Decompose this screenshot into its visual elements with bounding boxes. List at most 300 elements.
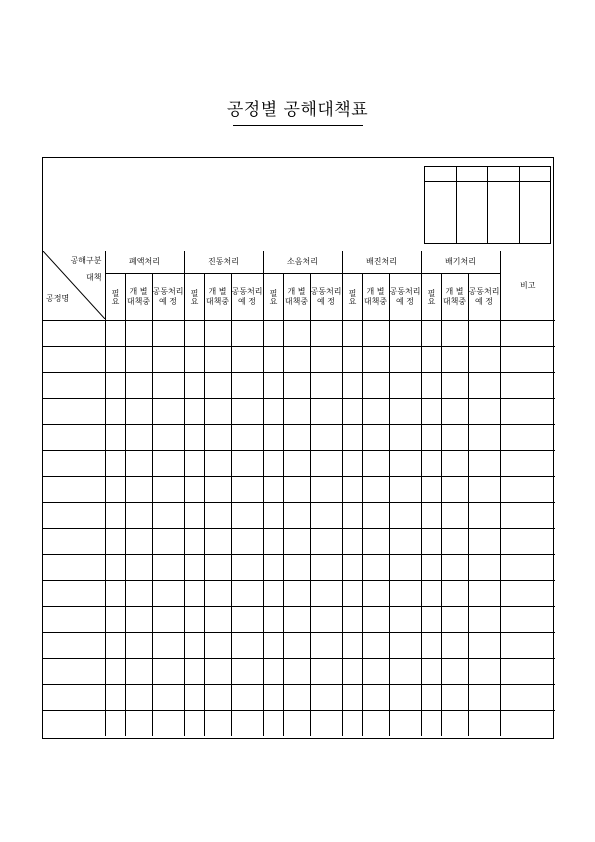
data-cell[interactable]: [362, 685, 389, 711]
remarks-cell[interactable]: [500, 425, 555, 451]
table-row: [43, 503, 555, 529]
table-row: [43, 581, 555, 607]
approval-sign-cell[interactable]: [425, 182, 457, 244]
data-cell[interactable]: [184, 685, 204, 711]
data-cell[interactable]: [310, 711, 342, 737]
remarks-cell[interactable]: [500, 321, 555, 347]
data-cell[interactable]: [204, 529, 231, 555]
data-cell[interactable]: [263, 503, 283, 529]
process-name-cell[interactable]: [43, 321, 105, 347]
data-cell[interactable]: [468, 425, 500, 451]
data-cell[interactable]: [468, 399, 500, 425]
data-cell[interactable]: [105, 321, 125, 347]
data-cell[interactable]: [362, 607, 389, 633]
data-cell[interactable]: [468, 555, 500, 581]
process-name-cell[interactable]: [43, 633, 105, 659]
data-cell[interactable]: [204, 633, 231, 659]
data-cell[interactable]: [152, 477, 184, 503]
data-cell[interactable]: [184, 555, 204, 581]
data-cell[interactable]: [362, 503, 389, 529]
remarks-cell[interactable]: [500, 477, 555, 503]
data-cell[interactable]: [362, 659, 389, 685]
data-cell[interactable]: [421, 503, 441, 529]
data-cell[interactable]: [152, 659, 184, 685]
data-cell[interactable]: [310, 503, 342, 529]
required-subheader: 필요: [263, 274, 283, 321]
data-cell[interactable]: [263, 711, 283, 737]
data-cell[interactable]: [125, 451, 152, 477]
data-cell[interactable]: [310, 425, 342, 451]
data-cell[interactable]: [263, 477, 283, 503]
approval-sign-cell[interactable]: [456, 182, 488, 244]
data-cell[interactable]: [283, 607, 310, 633]
data-cell[interactable]: [204, 373, 231, 399]
data-cell[interactable]: [283, 633, 310, 659]
data-cell[interactable]: [342, 373, 362, 399]
data-cell[interactable]: [204, 347, 231, 373]
data-cell[interactable]: [125, 399, 152, 425]
data-cell[interactable]: [152, 581, 184, 607]
data-cell[interactable]: [468, 451, 500, 477]
data-cell[interactable]: [342, 607, 362, 633]
data-cell[interactable]: [231, 529, 263, 555]
data-cell[interactable]: [468, 607, 500, 633]
data-cell[interactable]: [342, 685, 362, 711]
data-cell[interactable]: [152, 399, 184, 425]
data-cell[interactable]: [184, 399, 204, 425]
category-header-vibration: 진동처리: [184, 251, 263, 274]
data-cell[interactable]: [105, 451, 125, 477]
data-cell[interactable]: [231, 425, 263, 451]
remarks-cell[interactable]: [500, 503, 555, 529]
data-cell[interactable]: [342, 399, 362, 425]
data-cell[interactable]: [204, 685, 231, 711]
table-row: [43, 399, 555, 425]
data-cell[interactable]: [105, 555, 125, 581]
data-cell[interactable]: [263, 373, 283, 399]
required-subheader: 필요: [105, 274, 125, 321]
data-cell[interactable]: [421, 633, 441, 659]
data-cell[interactable]: [310, 581, 342, 607]
data-cell[interactable]: [283, 555, 310, 581]
data-cell[interactable]: [310, 373, 342, 399]
process-name-cell[interactable]: [43, 425, 105, 451]
data-cell[interactable]: [362, 581, 389, 607]
data-cell[interactable]: [421, 399, 441, 425]
data-cell[interactable]: [468, 529, 500, 555]
data-cell[interactable]: [204, 321, 231, 347]
data-cell[interactable]: [441, 373, 468, 399]
data-cell[interactable]: [441, 581, 468, 607]
data-cell[interactable]: [125, 503, 152, 529]
data-cell[interactable]: [283, 347, 310, 373]
data-cell[interactable]: [152, 711, 184, 737]
data-cell[interactable]: [362, 477, 389, 503]
remarks-cell[interactable]: [500, 399, 555, 425]
data-cell[interactable]: [468, 633, 500, 659]
data-cell[interactable]: [184, 451, 204, 477]
data-cell[interactable]: [105, 711, 125, 737]
data-cell[interactable]: [231, 451, 263, 477]
remarks-cell[interactable]: [500, 347, 555, 373]
data-cell[interactable]: [441, 503, 468, 529]
data-cell[interactable]: [389, 607, 421, 633]
data-cell[interactable]: [441, 399, 468, 425]
data-cell[interactable]: [204, 659, 231, 685]
process-name-cell[interactable]: [43, 373, 105, 399]
process-name-cell[interactable]: [43, 685, 105, 711]
data-cell[interactable]: [342, 529, 362, 555]
data-cell[interactable]: [389, 555, 421, 581]
data-cell[interactable]: [362, 633, 389, 659]
data-cell[interactable]: [421, 529, 441, 555]
data-cell[interactable]: [105, 581, 125, 607]
category-header-dust: 배진처리: [342, 251, 421, 274]
data-cell[interactable]: [389, 373, 421, 399]
remarks-cell[interactable]: [500, 581, 555, 607]
data-cell[interactable]: [441, 321, 468, 347]
data-cell[interactable]: [441, 529, 468, 555]
data-cell[interactable]: [310, 633, 342, 659]
data-cell[interactable]: [184, 633, 204, 659]
data-cell[interactable]: [263, 451, 283, 477]
approval-head-cell[interactable]: [488, 167, 520, 182]
header-corner-cell: [43, 251, 105, 321]
data-cell[interactable]: [125, 581, 152, 607]
data-cell[interactable]: [105, 685, 125, 711]
data-cell[interactable]: [204, 555, 231, 581]
data-cell[interactable]: [389, 685, 421, 711]
data-cell[interactable]: [152, 607, 184, 633]
data-cell[interactable]: [389, 399, 421, 425]
data-cell[interactable]: [263, 399, 283, 425]
data-cell[interactable]: [105, 607, 125, 633]
data-cell[interactable]: [105, 373, 125, 399]
approval-sign-cell[interactable]: [519, 182, 551, 244]
data-cell[interactable]: [362, 347, 389, 373]
data-cell[interactable]: [204, 425, 231, 451]
data-cell[interactable]: [231, 347, 263, 373]
data-cell[interactable]: [263, 633, 283, 659]
data-cell[interactable]: [389, 347, 421, 373]
data-cell[interactable]: [362, 555, 389, 581]
data-cell[interactable]: [105, 633, 125, 659]
data-cell[interactable]: [362, 711, 389, 737]
approval-head-cell[interactable]: [519, 167, 551, 182]
remarks-cell[interactable]: [500, 659, 555, 685]
data-cell[interactable]: [310, 607, 342, 633]
process-name-cell[interactable]: [43, 711, 105, 737]
data-cell[interactable]: [468, 659, 500, 685]
data-cell[interactable]: [283, 685, 310, 711]
data-cell[interactable]: [231, 321, 263, 347]
data-cell[interactable]: [310, 321, 342, 347]
data-cell[interactable]: [421, 555, 441, 581]
remarks-cell[interactable]: [500, 555, 555, 581]
data-cell[interactable]: [283, 711, 310, 737]
data-cell[interactable]: [310, 529, 342, 555]
data-cell[interactable]: [152, 347, 184, 373]
data-cell[interactable]: [441, 477, 468, 503]
data-cell[interactable]: [152, 321, 184, 347]
data-cell[interactable]: [231, 685, 263, 711]
data-cell[interactable]: [389, 321, 421, 347]
data-cell[interactable]: [310, 659, 342, 685]
data-cell[interactable]: [204, 581, 231, 607]
remarks-cell[interactable]: [500, 451, 555, 477]
data-cell[interactable]: [125, 607, 152, 633]
data-cell[interactable]: [468, 685, 500, 711]
individual-subheader-line1: 개 별: [208, 287, 227, 296]
data-cell[interactable]: [204, 607, 231, 633]
data-cell[interactable]: [231, 581, 263, 607]
data-cell[interactable]: [152, 529, 184, 555]
data-cell[interactable]: [152, 373, 184, 399]
remarks-cell[interactable]: [500, 373, 555, 399]
data-cell[interactable]: [389, 451, 421, 477]
approval-sign-cell[interactable]: [488, 182, 520, 244]
data-cell[interactable]: [421, 711, 441, 737]
process-name-cell[interactable]: [43, 399, 105, 425]
table-row: [43, 529, 555, 555]
data-cell[interactable]: [152, 425, 184, 451]
remarks-cell[interactable]: [500, 633, 555, 659]
data-cell[interactable]: [105, 347, 125, 373]
data-cell[interactable]: [342, 581, 362, 607]
process-name-cell[interactable]: [43, 607, 105, 633]
data-cell[interactable]: [263, 555, 283, 581]
data-cell[interactable]: [125, 711, 152, 737]
remarks-cell[interactable]: [500, 529, 555, 555]
data-cell[interactable]: [342, 425, 362, 451]
data-cell[interactable]: [389, 503, 421, 529]
data-cell[interactable]: [283, 321, 310, 347]
data-cell[interactable]: [263, 581, 283, 607]
data-cell[interactable]: [342, 711, 362, 737]
data-cell[interactable]: [283, 529, 310, 555]
data-cell[interactable]: [342, 633, 362, 659]
data-cell[interactable]: [283, 503, 310, 529]
data-cell[interactable]: [184, 477, 204, 503]
data-cell[interactable]: [184, 503, 204, 529]
data-cell[interactable]: [184, 607, 204, 633]
data-cell[interactable]: [184, 659, 204, 685]
data-cell[interactable]: [152, 503, 184, 529]
data-cell[interactable]: [125, 685, 152, 711]
data-cell[interactable]: [342, 659, 362, 685]
data-cell[interactable]: [152, 451, 184, 477]
data-cell[interactable]: [310, 555, 342, 581]
data-cell[interactable]: [421, 685, 441, 711]
data-cell[interactable]: [231, 477, 263, 503]
data-cell[interactable]: [468, 321, 500, 347]
data-cell[interactable]: [184, 373, 204, 399]
data-cell[interactable]: [441, 685, 468, 711]
data-cell[interactable]: [184, 347, 204, 373]
remarks-cell[interactable]: [500, 607, 555, 633]
data-cell[interactable]: [441, 659, 468, 685]
data-cell[interactable]: [231, 607, 263, 633]
data-cell[interactable]: [184, 425, 204, 451]
data-cell[interactable]: [342, 503, 362, 529]
table-row: [43, 347, 555, 373]
data-cell[interactable]: [362, 451, 389, 477]
individual-subheader-line1: 개 별: [445, 287, 464, 296]
data-cell[interactable]: [342, 477, 362, 503]
approval-head-cell[interactable]: [456, 167, 488, 182]
data-cell[interactable]: [263, 659, 283, 685]
data-cell[interactable]: [105, 503, 125, 529]
data-cell[interactable]: [389, 633, 421, 659]
data-cell[interactable]: [342, 555, 362, 581]
data-cell[interactable]: [231, 711, 263, 737]
data-cell[interactable]: [362, 529, 389, 555]
data-cell[interactable]: [362, 425, 389, 451]
data-cell[interactable]: [421, 659, 441, 685]
data-cell[interactable]: [468, 477, 500, 503]
data-cell[interactable]: [441, 607, 468, 633]
data-cell[interactable]: [468, 347, 500, 373]
data-cell[interactable]: [184, 321, 204, 347]
data-cell[interactable]: [389, 581, 421, 607]
data-cell[interactable]: [310, 477, 342, 503]
data-cell[interactable]: [204, 451, 231, 477]
data-cell[interactable]: [342, 321, 362, 347]
data-cell[interactable]: [231, 555, 263, 581]
data-cell[interactable]: [263, 347, 283, 373]
data-cell[interactable]: [263, 321, 283, 347]
approval-head-cell[interactable]: [425, 167, 457, 182]
data-cell[interactable]: [441, 555, 468, 581]
data-cell[interactable]: [125, 529, 152, 555]
process-name-cell[interactable]: [43, 477, 105, 503]
data-cell[interactable]: [283, 425, 310, 451]
data-cell[interactable]: [283, 373, 310, 399]
data-cell[interactable]: [441, 711, 468, 737]
data-cell[interactable]: [204, 399, 231, 425]
data-cell[interactable]: [105, 399, 125, 425]
process-name-cell[interactable]: [43, 503, 105, 529]
data-cell[interactable]: [310, 399, 342, 425]
data-cell[interactable]: [204, 711, 231, 737]
remarks-cell[interactable]: [500, 711, 555, 737]
data-cell[interactable]: [125, 659, 152, 685]
process-name-cell[interactable]: [43, 347, 105, 373]
data-cell[interactable]: [310, 451, 342, 477]
data-cell[interactable]: [362, 321, 389, 347]
data-cell[interactable]: [184, 711, 204, 737]
data-cell[interactable]: [105, 477, 125, 503]
data-cell[interactable]: [184, 529, 204, 555]
data-cell[interactable]: [152, 633, 184, 659]
data-cell[interactable]: [441, 451, 468, 477]
data-cell[interactable]: [263, 607, 283, 633]
data-cell[interactable]: [105, 529, 125, 555]
data-cell[interactable]: [441, 425, 468, 451]
data-cell[interactable]: [441, 633, 468, 659]
data-cell[interactable]: [389, 425, 421, 451]
data-cell[interactable]: [468, 503, 500, 529]
data-cell[interactable]: [231, 633, 263, 659]
data-cell[interactable]: [231, 503, 263, 529]
data-cell[interactable]: [421, 373, 441, 399]
data-cell[interactable]: [152, 685, 184, 711]
data-cell[interactable]: [231, 659, 263, 685]
data-cell[interactable]: [105, 659, 125, 685]
data-cell[interactable]: [421, 477, 441, 503]
data-cell[interactable]: [421, 321, 441, 347]
data-cell[interactable]: [283, 659, 310, 685]
data-cell[interactable]: [421, 607, 441, 633]
data-cell[interactable]: [125, 633, 152, 659]
data-cell[interactable]: [342, 347, 362, 373]
data-cell[interactable]: [362, 373, 389, 399]
data-cell[interactable]: [204, 477, 231, 503]
data-cell[interactable]: [283, 581, 310, 607]
process-name-cell[interactable]: [43, 555, 105, 581]
process-name-cell[interactable]: [43, 659, 105, 685]
data-cell[interactable]: [421, 425, 441, 451]
data-cell[interactable]: [389, 477, 421, 503]
pollution-type-label: 공해구분: [70, 256, 102, 265]
process-name-cell[interactable]: [43, 451, 105, 477]
table-row: [43, 373, 555, 399]
data-cell[interactable]: [468, 711, 500, 737]
data-cell[interactable]: [184, 581, 204, 607]
data-cell[interactable]: [468, 373, 500, 399]
data-cell[interactable]: [263, 529, 283, 555]
data-cell[interactable]: [105, 425, 125, 451]
data-cell[interactable]: [283, 399, 310, 425]
data-cell[interactable]: [125, 555, 152, 581]
joint-subheader: [231, 274, 263, 321]
data-cell[interactable]: [468, 581, 500, 607]
data-cell[interactable]: [125, 477, 152, 503]
remarks-cell[interactable]: [500, 685, 555, 711]
data-cell[interactable]: [152, 555, 184, 581]
data-cell[interactable]: [125, 321, 152, 347]
data-cell[interactable]: [342, 451, 362, 477]
process-name-cell[interactable]: [43, 529, 105, 555]
data-cell[interactable]: [204, 503, 231, 529]
data-cell[interactable]: [421, 451, 441, 477]
data-cell[interactable]: [310, 347, 342, 373]
data-cell[interactable]: [125, 425, 152, 451]
data-cell[interactable]: [389, 529, 421, 555]
joint-subheader-line1: 공동처리: [152, 287, 184, 296]
table-row: [43, 633, 555, 659]
data-cell[interactable]: [283, 451, 310, 477]
data-cell[interactable]: [263, 685, 283, 711]
individual-subheader-line2: 대책중: [126, 297, 151, 306]
data-cell[interactable]: [421, 347, 441, 373]
table-row: [43, 555, 555, 581]
data-cell[interactable]: [231, 399, 263, 425]
countermeasure-label: 대책: [86, 273, 102, 282]
data-cell[interactable]: [125, 373, 152, 399]
process-name-cell[interactable]: [43, 581, 105, 607]
data-cell[interactable]: [310, 685, 342, 711]
data-cell[interactable]: [362, 399, 389, 425]
data-cell[interactable]: [125, 347, 152, 373]
data-cell[interactable]: [283, 477, 310, 503]
data-cell[interactable]: [421, 581, 441, 607]
data-cell[interactable]: [441, 347, 468, 373]
data-cell[interactable]: [389, 659, 421, 685]
data-cell[interactable]: [231, 373, 263, 399]
data-cell[interactable]: [263, 425, 283, 451]
data-cell[interactable]: [389, 711, 421, 737]
